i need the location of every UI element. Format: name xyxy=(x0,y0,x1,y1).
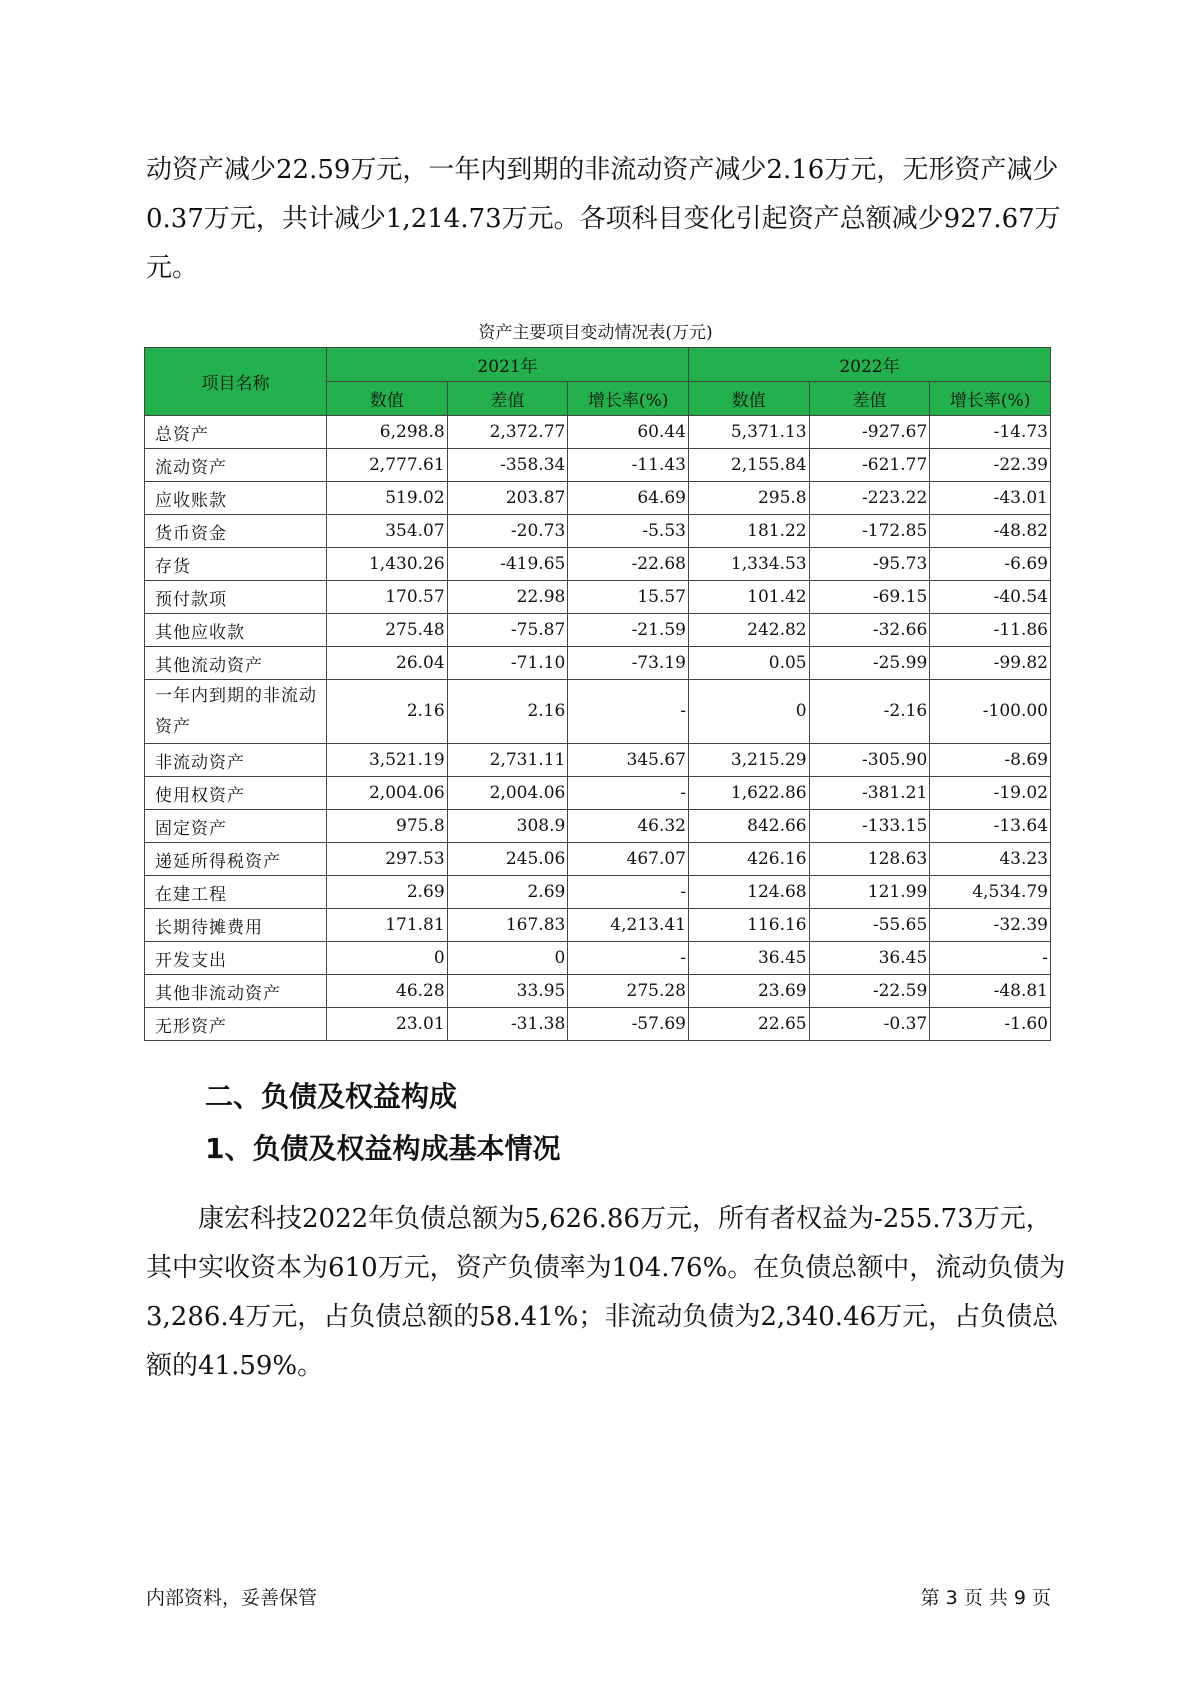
cell-diff-2021: 2,731.11 xyxy=(447,744,568,777)
cell-growth-2022: -48.81 xyxy=(930,975,1051,1008)
cell-value-2021: 0 xyxy=(327,942,448,975)
table-row xyxy=(145,1008,1051,1041)
cell-growth-2021: - xyxy=(568,777,689,810)
cell-value-2021: 2.69 xyxy=(327,876,448,909)
cell-growth-2021: 60.44 xyxy=(568,416,689,449)
header-diff-2021: 差值 xyxy=(447,382,568,416)
table-row xyxy=(145,909,1051,942)
cell-item-name: 使用权资产 xyxy=(145,777,327,810)
cell-item-name: 无形资产 xyxy=(145,1008,327,1041)
cell-growth-2021: 345.67 xyxy=(568,744,689,777)
cell-diff-2021: -71.10 xyxy=(447,647,568,680)
cell-growth-2022: -43.01 xyxy=(930,482,1051,515)
cell-diff-2022: -2.16 xyxy=(809,680,930,744)
table-row xyxy=(145,810,1051,843)
cell-growth-2021: 4,213.41 xyxy=(568,909,689,942)
cell-growth-2022: 43.23 xyxy=(930,843,1051,876)
cell-value-2021: 170.57 xyxy=(327,581,448,614)
cell-value-2022: 426.16 xyxy=(688,843,809,876)
cell-diff-2022: -223.22 xyxy=(809,482,930,515)
header-growth-2022: 增长率(%) xyxy=(930,382,1051,416)
cell-item-name: 预付款项 xyxy=(145,581,327,614)
cell-item-name: 货币资金 xyxy=(145,515,327,548)
cell-growth-2021: 64.69 xyxy=(568,482,689,515)
cell-value-2022: 36.45 xyxy=(688,942,809,975)
header-value-2021: 数值 xyxy=(327,382,448,416)
cell-value-2022: 0 xyxy=(688,680,809,744)
section-heading: 二、负债及权益构成 xyxy=(205,1080,458,1113)
cell-value-2022: 2,155.84 xyxy=(688,449,809,482)
cell-growth-2021: -5.53 xyxy=(568,515,689,548)
body-paragraph: 康宏科技2022年负债总额为5,626.86万元，所有者权益为-255.73万元，其中实收资本为610万元，资产负债率为104.76%。在负债总额中，流动负债为3,286.4万元，占负债总额的58.41%；非流动负债为2,340.46万元，占负债总额的41.59%。 xyxy=(146,1204,1066,1381)
table-row xyxy=(145,482,1051,515)
table-row xyxy=(145,647,1051,680)
cell-value-2022: 842.66 xyxy=(688,810,809,843)
cell-diff-2021: 2.69 xyxy=(447,876,568,909)
cell-growth-2022: -22.39 xyxy=(930,449,1051,482)
cell-growth-2022: -11.86 xyxy=(930,614,1051,647)
header-year-2021: 2021年 xyxy=(327,348,689,382)
cell-diff-2021: 2,004.06 xyxy=(447,777,568,810)
cell-diff-2021: -358.34 xyxy=(447,449,568,482)
cell-diff-2022: 36.45 xyxy=(809,942,930,975)
cell-value-2022: 22.65 xyxy=(688,1008,809,1041)
cell-growth-2021: 15.57 xyxy=(568,581,689,614)
cell-value-2021: 3,521.19 xyxy=(327,744,448,777)
cell-item-name: 存货 xyxy=(145,548,327,581)
cell-diff-2022: -0.37 xyxy=(809,1008,930,1041)
cell-value-2022: 1,622.86 xyxy=(688,777,809,810)
cell-diff-2022: -927.67 xyxy=(809,416,930,449)
cell-growth-2022: 4,534.79 xyxy=(930,876,1051,909)
table-row xyxy=(145,449,1051,482)
cell-item-name: 总资产 xyxy=(145,416,327,449)
cell-diff-2022: -621.77 xyxy=(809,449,930,482)
table-row xyxy=(145,942,1051,975)
table-row xyxy=(145,416,1051,449)
cell-value-2021: 6,298.8 xyxy=(327,416,448,449)
cell-diff-2022: -55.65 xyxy=(809,909,930,942)
cell-item-name: 长期待摊费用 xyxy=(145,909,327,942)
asset-change-table xyxy=(144,347,1051,1041)
table-row xyxy=(145,975,1051,1008)
cell-value-2022: 124.68 xyxy=(688,876,809,909)
cell-value-2021: 2,004.06 xyxy=(327,777,448,810)
cell-diff-2022: -133.15 xyxy=(809,810,930,843)
cell-growth-2022: -13.64 xyxy=(930,810,1051,843)
cell-value-2021: 46.28 xyxy=(327,975,448,1008)
cell-diff-2021: -419.65 xyxy=(447,548,568,581)
cell-diff-2021: 2,372.77 xyxy=(447,416,568,449)
cell-growth-2022: -32.39 xyxy=(930,909,1051,942)
cell-diff-2022: -95.73 xyxy=(809,548,930,581)
cell-growth-2022: -100.00 xyxy=(930,680,1051,744)
cell-diff-2022: 121.99 xyxy=(809,876,930,909)
cell-diff-2021: -31.38 xyxy=(447,1008,568,1041)
cell-item-name: 开发支出 xyxy=(145,942,327,975)
cell-diff-2022: -22.59 xyxy=(809,975,930,1008)
cell-growth-2021: -57.69 xyxy=(568,1008,689,1041)
cell-diff-2021: -75.87 xyxy=(447,614,568,647)
cell-value-2022: 3,215.29 xyxy=(688,744,809,777)
cell-growth-2021: -73.19 xyxy=(568,647,689,680)
cell-value-2022: 101.42 xyxy=(688,581,809,614)
header-year-2022: 2022年 xyxy=(688,348,1050,382)
table-row xyxy=(145,548,1051,581)
cell-growth-2022: -8.69 xyxy=(930,744,1051,777)
cell-growth-2021: - xyxy=(568,942,689,975)
cell-growth-2021: -11.43 xyxy=(568,449,689,482)
cell-growth-2022: -19.02 xyxy=(930,777,1051,810)
cell-item-name: 递延所得税资产 xyxy=(145,843,327,876)
table-row xyxy=(145,777,1051,810)
cell-value-2021: 23.01 xyxy=(327,1008,448,1041)
subsection-heading: 1、负债及权益构成基本情况 xyxy=(205,1132,561,1165)
cell-value-2021: 354.07 xyxy=(327,515,448,548)
cell-diff-2021: 245.06 xyxy=(447,843,568,876)
cell-diff-2021: 203.87 xyxy=(447,482,568,515)
cell-growth-2021: 467.07 xyxy=(568,843,689,876)
header-growth-2021: 增长率(%) xyxy=(568,382,689,416)
cell-value-2022: 5,371.13 xyxy=(688,416,809,449)
cell-diff-2021: 2.16 xyxy=(447,680,568,744)
cell-item-name: 一年内到期的非流动资产 xyxy=(145,680,327,744)
cell-item-name: 流动资产 xyxy=(145,449,327,482)
cell-value-2021: 2.16 xyxy=(327,680,448,744)
cell-diff-2021: -20.73 xyxy=(447,515,568,548)
cell-growth-2021: - xyxy=(568,680,689,744)
cell-diff-2021: 0 xyxy=(447,942,568,975)
cell-diff-2022: -32.66 xyxy=(809,614,930,647)
cell-item-name: 其他应收款 xyxy=(145,614,327,647)
cell-growth-2021: 46.32 xyxy=(568,810,689,843)
cell-item-name: 在建工程 xyxy=(145,876,327,909)
cell-value-2021: 1,430.26 xyxy=(327,548,448,581)
cell-diff-2021: 22.98 xyxy=(447,581,568,614)
cell-value-2021: 297.53 xyxy=(327,843,448,876)
cell-value-2022: 295.8 xyxy=(688,482,809,515)
header-value-2022: 数值 xyxy=(688,382,809,416)
cell-growth-2021: -22.68 xyxy=(568,548,689,581)
intro-paragraph: 动资产减少22.59万元，一年内到期的非流动资产减少2.16万元，无形资产减少0.37万元，共计减少1,214.73万元。各项科目变化引起资产总额减少927.67万元。 xyxy=(146,155,1061,283)
table-row xyxy=(145,581,1051,614)
cell-item-name: 其他流动资产 xyxy=(145,647,327,680)
cell-value-2022: 242.82 xyxy=(688,614,809,647)
cell-diff-2021: 308.9 xyxy=(447,810,568,843)
cell-diff-2021: 33.95 xyxy=(447,975,568,1008)
cell-growth-2021: - xyxy=(568,876,689,909)
cell-value-2022: 181.22 xyxy=(688,515,809,548)
cell-value-2021: 26.04 xyxy=(327,647,448,680)
table-row xyxy=(145,843,1051,876)
table-row xyxy=(145,614,1051,647)
table-row xyxy=(145,876,1051,909)
cell-item-name: 其他非流动资产 xyxy=(145,975,327,1008)
cell-value-2022: 23.69 xyxy=(688,975,809,1008)
header-item-name: 项目名称 xyxy=(145,348,327,416)
footer-confidential-note: 内部资料，妥善保管 xyxy=(146,1587,318,1609)
cell-diff-2022: -305.90 xyxy=(809,744,930,777)
footer-page-number: 第 3 页 共 9 页 xyxy=(920,1587,1051,1609)
table-row xyxy=(145,680,1051,744)
cell-value-2021: 275.48 xyxy=(327,614,448,647)
cell-growth-2021: -21.59 xyxy=(568,614,689,647)
table-caption: 资产主要项目变动情况表(万元) xyxy=(478,323,713,343)
cell-value-2021: 2,777.61 xyxy=(327,449,448,482)
cell-diff-2022: -69.15 xyxy=(809,581,930,614)
cell-value-2022: 1,334.53 xyxy=(688,548,809,581)
cell-diff-2021: 167.83 xyxy=(447,909,568,942)
cell-growth-2022: -48.82 xyxy=(930,515,1051,548)
header-diff-2022: 差值 xyxy=(809,382,930,416)
cell-growth-2022: -1.60 xyxy=(930,1008,1051,1041)
cell-growth-2022: - xyxy=(930,942,1051,975)
cell-growth-2021: 275.28 xyxy=(568,975,689,1008)
cell-item-name: 应收账款 xyxy=(145,482,327,515)
cell-diff-2022: 128.63 xyxy=(809,843,930,876)
cell-value-2021: 519.02 xyxy=(327,482,448,515)
table-row xyxy=(145,515,1051,548)
cell-value-2021: 975.8 xyxy=(327,810,448,843)
cell-growth-2022: -99.82 xyxy=(930,647,1051,680)
cell-diff-2022: -25.99 xyxy=(809,647,930,680)
cell-growth-2022: -14.73 xyxy=(930,416,1051,449)
cell-growth-2022: -40.54 xyxy=(930,581,1051,614)
cell-diff-2022: -172.85 xyxy=(809,515,930,548)
cell-item-name: 非流动资产 xyxy=(145,744,327,777)
cell-item-name: 固定资产 xyxy=(145,810,327,843)
cell-diff-2022: -381.21 xyxy=(809,777,930,810)
cell-value-2022: 0.05 xyxy=(688,647,809,680)
cell-value-2021: 171.81 xyxy=(327,909,448,942)
table-row xyxy=(145,744,1051,777)
cell-value-2022: 116.16 xyxy=(688,909,809,942)
cell-growth-2022: -6.69 xyxy=(930,548,1051,581)
